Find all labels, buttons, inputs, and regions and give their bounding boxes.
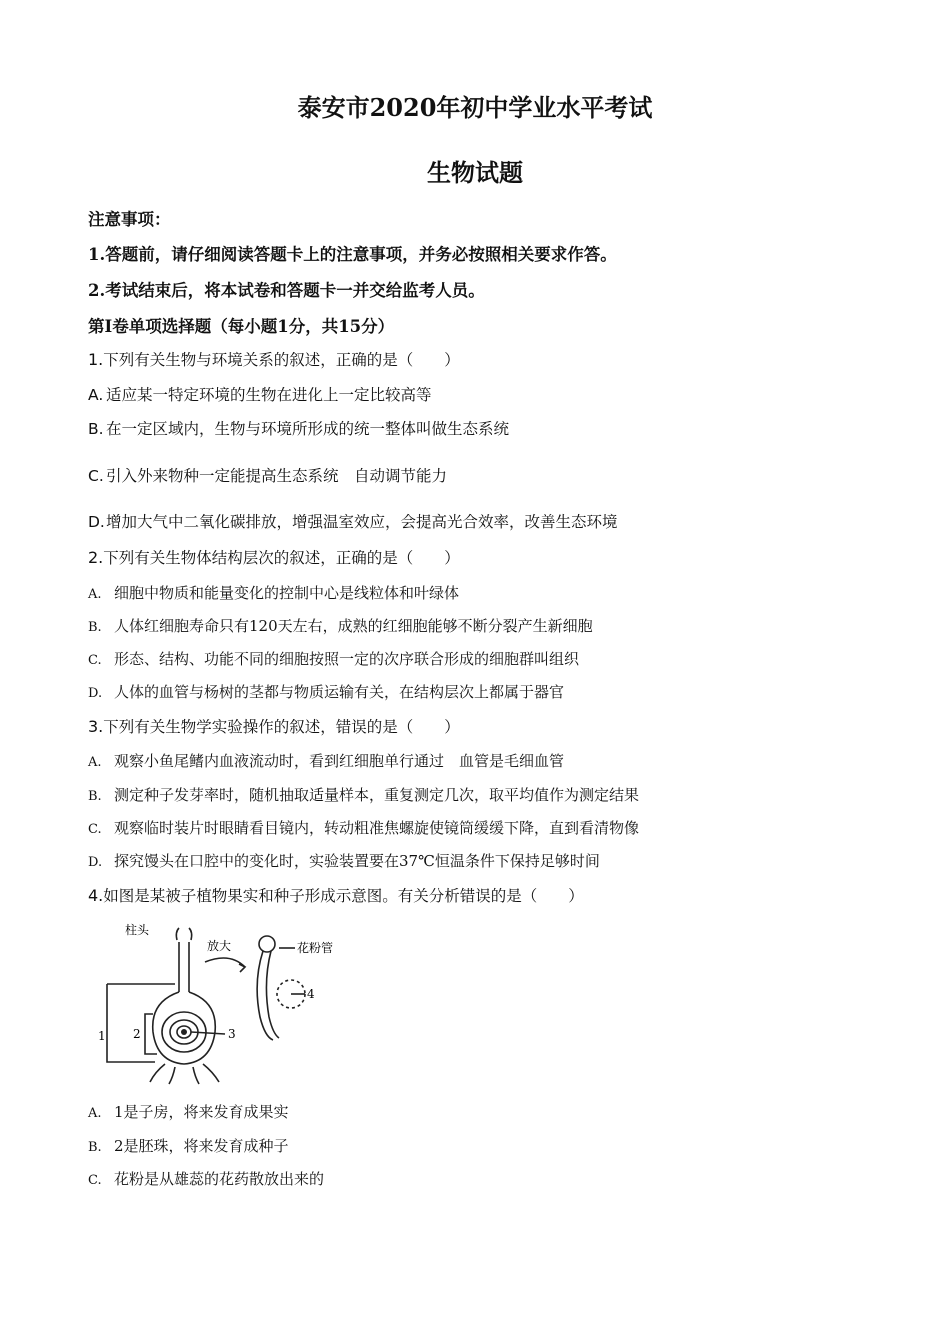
option-text: 探究馒头在口腔中的变化时，实验装置要在37℃恒温条件下保持足够时间 [114, 852, 600, 870]
option-text: 观察临时装片时眼睛看目镜内，转动粗准焦螺旋使镜筒缓缓下降，直到看清物像 [114, 819, 640, 837]
notes-heading: 注意事项： [88, 210, 171, 229]
question-2-option-c[interactable] [88, 648, 579, 669]
option-text: 人体红细胞寿命只有120天左右，成熟的红细胞能够不断分裂产生新细胞 [114, 617, 593, 635]
label-enlarge: 放大 [207, 939, 232, 953]
enlarge-arrow [205, 958, 245, 967]
label-3: 3 [228, 1027, 236, 1041]
question-number: 1. [88, 350, 104, 369]
option-text: 增加大气中二氧化碳排放，增强温室效应，会提高光合效率，改善生态环境 [106, 513, 618, 531]
question-number: 4. [88, 886, 104, 905]
pollen-tube [257, 951, 279, 1040]
question-1-option-c[interactable] [88, 464, 447, 486]
option-text: 形态、结构、功能不同的细胞按照一定的次序联合形成的细胞群叫组织 [114, 650, 580, 668]
stigma-lobes [176, 928, 191, 940]
pointer-3 [191, 1032, 225, 1034]
question-1-option-d[interactable] [88, 510, 618, 532]
option-label: C. [88, 653, 102, 668]
option-label: B. [88, 789, 102, 804]
option-label: C. [88, 1173, 102, 1188]
question-number: 2. [88, 548, 104, 567]
option-label: B. [88, 420, 104, 438]
flower-diagram [95, 922, 365, 1087]
option-label: B. [88, 620, 102, 635]
question-1-stem [88, 348, 460, 370]
question-4-option-a[interactable] [88, 1101, 289, 1122]
label-4: 4 [307, 987, 315, 1001]
option-label: D. [88, 686, 103, 701]
question-3-option-b[interactable] [88, 784, 639, 805]
question-2-option-a[interactable] [88, 582, 459, 603]
label-stigma: 柱头 [125, 923, 150, 937]
question-text: 下列有关生物与环境关系的叙述，正确的是（ ） [103, 351, 460, 369]
ovule-center [181, 1029, 187, 1035]
option-label: D. [88, 855, 103, 870]
option-label: C. [88, 467, 104, 485]
option-label: A. [88, 587, 102, 602]
pollen-grain [259, 936, 275, 952]
option-label: A. [88, 755, 102, 770]
label-pollen-tube: 花粉管 [297, 941, 334, 955]
question-4-option-b[interactable] [88, 1135, 289, 1156]
option-text: 适应某一特定环境的生物在进化上一定比较高等 [106, 386, 432, 404]
section-heading: 第Ⅰ卷单项选择题（每小题1分，共15分） [88, 317, 395, 336]
option-text: 引入外来物种一定能提高生态系统 自动调节能力 [106, 467, 448, 485]
option-label: A. [88, 1106, 102, 1121]
option-text: 1是子房，将来发育成果实 [114, 1103, 289, 1121]
question-1-option-b[interactable] [88, 417, 509, 439]
option-text: 人体的血管与杨树的茎都与物质运输有关，在结构层次上都属于器官 [114, 683, 565, 701]
option-text: 观察小鱼尾鳍内血液流动时，看到红细胞单行通过 血管是毛细血管 [114, 752, 565, 770]
option-label: B. [88, 1140, 102, 1155]
option-label: D. [88, 513, 105, 531]
question-2-option-b[interactable] [88, 615, 593, 636]
question-number: 3. [88, 717, 104, 736]
label-1: 1 [98, 1029, 106, 1043]
receptacle [150, 1064, 219, 1084]
bracket-2 [145, 1014, 157, 1054]
option-label: C. [88, 822, 102, 837]
option-text: 2是胚珠，将来发育成种子 [114, 1137, 289, 1155]
question-3-option-c[interactable] [88, 817, 639, 838]
option-label: A. [88, 386, 104, 404]
option-text: 在一定区域内，生物与环境所形成的统一整体叫做生态系统 [106, 420, 510, 438]
question-1-option-a[interactable] [88, 383, 432, 405]
question-text: 下列有关生物体结构层次的叙述，正确的是（ ） [103, 549, 460, 567]
question-text: 如图是某被子植物果实和种子形成示意图。有关分析错误的是（ ） [103, 887, 584, 905]
question-2-option-d[interactable] [88, 681, 564, 702]
exam-subject: 生物试题 [427, 158, 523, 187]
question-3-stem [88, 715, 460, 737]
question-2-stem [88, 546, 460, 568]
question-3-option-d[interactable] [88, 850, 600, 871]
option-text: 测定种子发芽率时，随机抽取适量样本，重复测定几次，取平均值作为测定结果 [114, 786, 640, 804]
exam-title: 泰安市2020年初中学业水平考试 [297, 93, 653, 122]
notes-item-2: 2.考试结束后，将本试卷和答题卡一并交给监考人员。 [88, 281, 485, 300]
question-text: 下列有关生物学实验操作的叙述，错误的是（ ） [103, 718, 460, 736]
style [179, 942, 189, 992]
question-4-option-c[interactable] [88, 1168, 324, 1189]
question-3-option-a[interactable] [88, 750, 564, 771]
option-text: 花粉是从雄蕊的花药散放出来的 [114, 1170, 325, 1188]
option-text: 细胞中物质和能量变化的控制中心是线粒体和叶绿体 [114, 584, 460, 602]
question-4-stem [88, 884, 584, 906]
label-2: 2 [133, 1027, 141, 1041]
notes-item-1: 1.答题前，请仔细阅读答题卡上的注意事项，并务必按照相关要求作答。 [88, 245, 617, 264]
